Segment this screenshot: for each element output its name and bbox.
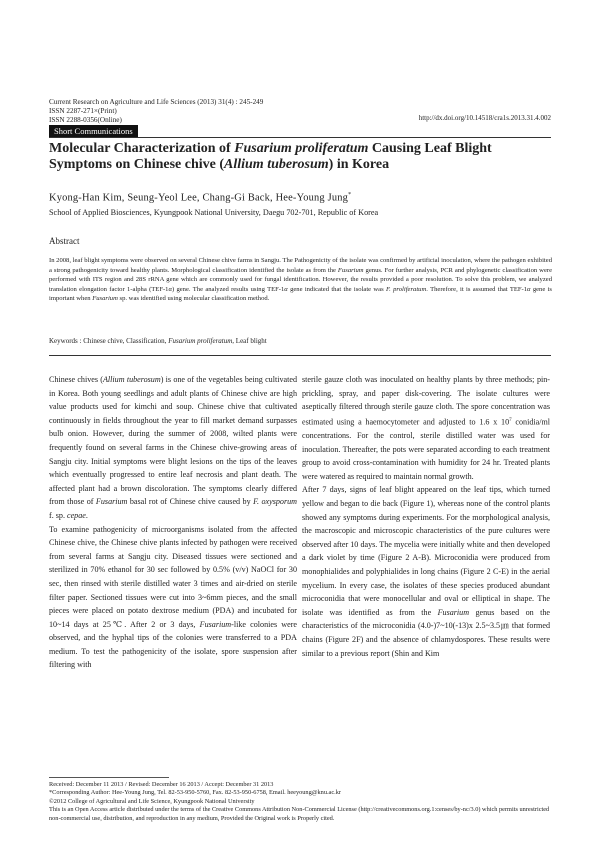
body-paragraph: After 7 days, signs of leaf blight appeared on the leaf tips, which turned yellow and began to die back (Figure 1), whereas none of the control plants showed any symptoms during experiments. For the morphological analysis, the macroscopic and microscopic characteristics of the pure cultures were observed after 10 days. The mycelia were initially white and then developed a dark violet by time (Figure 2 A-B). Microconidia were produced from monophialides and polyphialides in long chains (Figure 2 C-E) in the aerial mycelium. In every case, the isolates of these species produced abundant microconidia that were monocellular and oval or elliptical in shape. The isolate was identified as from the Fusarium genus based on the characteristics of the microconidia (4.0-)7~10(-13)x 2.5~3.5㎛ that formed chains (Figure 2F) and the absence of chlamydospores. These results were similar to a previous report (Shin and Kim (302, 485, 551, 658)
body-column-right (302, 373, 550, 660)
section-badge: Short Communications (49, 125, 138, 137)
author-list: Kyong-Han Kim, Seung-Yeol Lee, Chang-Gi Back, Hee-Young Jung* (49, 192, 352, 204)
header-rule (49, 137, 551, 138)
abstract-heading: Abstract (49, 236, 80, 246)
journal-citation: Current Research on Agriculture and Life Sciences (2013) 31(4) : 245-249 (49, 98, 264, 106)
paper-title: Molecular Characterization of Fusarium proliferatum Causing Leaf Blight Symptoms on Chinese chive (Allium tuberosum) in Korea (49, 141, 492, 172)
author-mark: * (348, 192, 352, 198)
received-dates: Received: December 11 2013 / Revised: December 16 2013 / Accept: December 31 2013 (49, 781, 274, 788)
corresponding-author: *Corresponding Author: Hee-Young Jung, Tel. 82-53-950-5760, Fax. 82-53-950-6758, Email. heeyoung@knu.ac.kr (49, 789, 341, 797)
footnotes (49, 781, 552, 823)
body-column-left (49, 373, 297, 672)
body-paragraph: sterile gauze cloth was inoculated on healthy plants by three methods; pin-prickling, spray, and paper disk-covering. The isolate cultures were aseptically filtered through sterile gauze cloth. The spore concentration was estimated using a haemocytometer and adjusted to 1.6 x $10^7$ conidia/ml concentrations. For the control, sterile distilled water was used for inoculation. Thereafter, the pots were separated according to each treatment group to avoid cross-contamination with humidity for 24 hr. Treated plants were watered as required to maintain normal growth. (302, 375, 550, 481)
doi-link[interactable]: http://dx.doi.org/10.14518/cra1s.2013.31.4.002 (418, 114, 551, 122)
abstract-rule (49, 355, 551, 356)
body-paragraph: To examine pathogenicity of microorganisms isolated from the affected Chinese chive, the Chinese chive plants infected by pathogen were received from several farms at Sangju city. Diseased tissues were sectioned and sterilized in 70% ethanol for 30 sec followed by 0.5% (v/v) NaOCl for 30 sec, then rinsed with sterile distilled water 3 times and air-dried on sterile filter paper. Sectioned tissues were cut into 3~6mm pieces, and the small pieces were placed on potato dextrose medium (PDA) and incubated for 10~14 days at 25℃. After 2 or 3 days, Fusarium-like colonies were observed, and the hyphal tips of the colonies were transferred to a PDA medium. To test the pathogenicity of the isolate, spore suspension after filtering with (49, 524, 298, 670)
affiliation: School of Applied Biosciences, Kyungpook National University, Daegu 702-701, Republic of Korea (49, 208, 379, 217)
issn-online: ISSN 2288-0356(Online) (49, 116, 122, 124)
body-paragraph: Chinese chives (Allium tuberosum) is one of the vegetables being cultivated in Korea. Both young seedlings and adult plants of Chinese chive are high value products used for kimchi and soup. Chinese chive that cultivated continuously in fields throughout the year to fill market demand surpasses bulb onion. However, during the summer of 2008, wilted plants were frequently found on several farms in the Chinese chive-growing areas of Sangju city. Initial symptoms were blight lesions on the tips of the leaves which eventually progressed to entire leaf necrosis and plant death. The affected plant had a brown discoloration. The symptoms clearly differed from those of Fusarium basal rot of Chinese chive caused by F. oxysporum f. sp. cepae. (49, 375, 297, 520)
keywords: Keywords : Chinese chive, Classification, Fusarium proliferatum, Leaf blight (49, 337, 267, 345)
issn-print: ISSN 2287-271×(Print) (49, 107, 117, 115)
license-text: This is an Open Access article distributed under the terms of the Creative Commons Attribution Non-Commercial License (http://creativecommons.org.1:censes/by-nc/3.0) which permits unrestricted non-commercial use, distribution, and reproduction in any medium, Provided the Original work is Properly cited. (49, 806, 550, 822)
abstract-text: In 2008, leaf blight symptoms were observed on several Chinese chive farms in Sangju. The Pathogenicity of the isolate was confirmed by artificial inoculation, where the pathogen exhibited a strong pathogenicity toward healthy plants. Morphological classification identified the isolate as from the Fusarium genus. For further analysis, PCR and phylogenetic classification were performed with ITS region and 28S rRNA gene which are commonly used for fungal identification. However, the results provided a poor resolution. To solve this problem, we analyzed translation elongation factor 1-alpha (TEF-1α) gene. The analyzed results using TEF-1α gene indicated that the isolate was F. proliferatum. Therefore, it is assumed that TEF-1α gene is important when Fusarium sp. was identified using molecular classification method. (49, 257, 552, 302)
copyright: ©2012 College of Agricultural and Life Science, Kyungpook National University (49, 797, 255, 805)
footnote-rule (49, 777, 169, 778)
